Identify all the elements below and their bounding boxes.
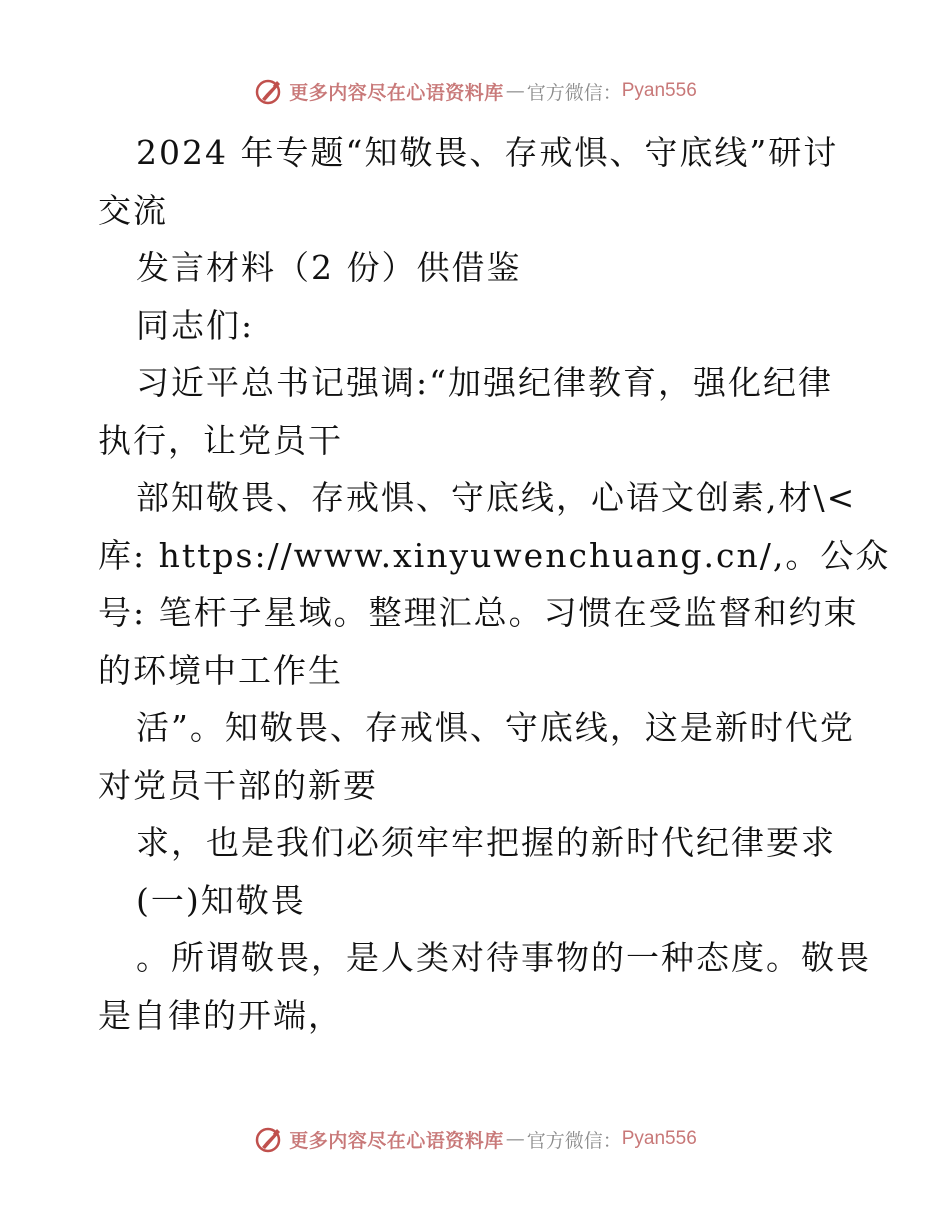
doc-section-heading: (一)知敬畏 (136, 880, 306, 920)
banner-separator: — (505, 80, 525, 102)
doc-paragraph-line: 执行，让党员干 (98, 420, 343, 460)
doc-paragraph-line: 部知敬畏、存戒惧、守底线，心语文创素,材\< (136, 478, 857, 517)
doc-paragraph-line: 库: https://www.xinyuwenchuang.cn/,。公众 (98, 535, 891, 575)
doc-paragraph-line: 是自律的开端， (98, 995, 343, 1035)
doc-paragraph-line: 求，也是我们必须牢牢把握的新时代纪律要求 (136, 823, 836, 862)
feather-pen-logo-icon (253, 75, 285, 107)
feather-pen-logo-icon (253, 1123, 285, 1155)
doc-subtitle: 发言材料（2 份）供借鉴 (136, 248, 522, 287)
doc-title-line-1: 2024 年专题“知敬畏、存戒惧、守底线”研讨 (136, 133, 839, 172)
banner-brand-text: 更多内容尽在心语资料库 (289, 1129, 504, 1152)
doc-paragraph-line: 号: 笔杆子星域。整理汇总。习惯在受监督和约束 (98, 593, 859, 632)
doc-paragraph-line: 习近平总书记强调:“加强纪律教育，强化纪律 (136, 363, 833, 402)
footer-banner (0, 1119, 950, 1159)
banner-wechat-id: Pyan556 (621, 1128, 697, 1149)
banner-wechat-label: 官方微信： (526, 81, 622, 104)
doc-paragraph-line: 活”。知敬畏、存戒惧、守底线，这是新时代党 (136, 708, 855, 747)
doc-paragraph-line: 对党员干部的新要 (98, 765, 378, 805)
doc-salutation: 同志们: (136, 305, 255, 345)
document-body (98, 124, 891, 1044)
banner-wechat-id: Pyan556 (621, 80, 697, 101)
banner-wechat-label: 官方微信： (526, 1129, 622, 1152)
banner-brand-text: 更多内容尽在心语资料库 (289, 81, 504, 104)
doc-paragraph-line: 。所谓敬畏，是人类对待事物的一种态度。敬畏 (136, 938, 871, 977)
doc-title-line-2: 交流 (98, 190, 168, 230)
header-banner (0, 71, 950, 111)
banner-separator: — (505, 1128, 525, 1150)
doc-paragraph-line: 的环境中工作生 (98, 650, 343, 690)
